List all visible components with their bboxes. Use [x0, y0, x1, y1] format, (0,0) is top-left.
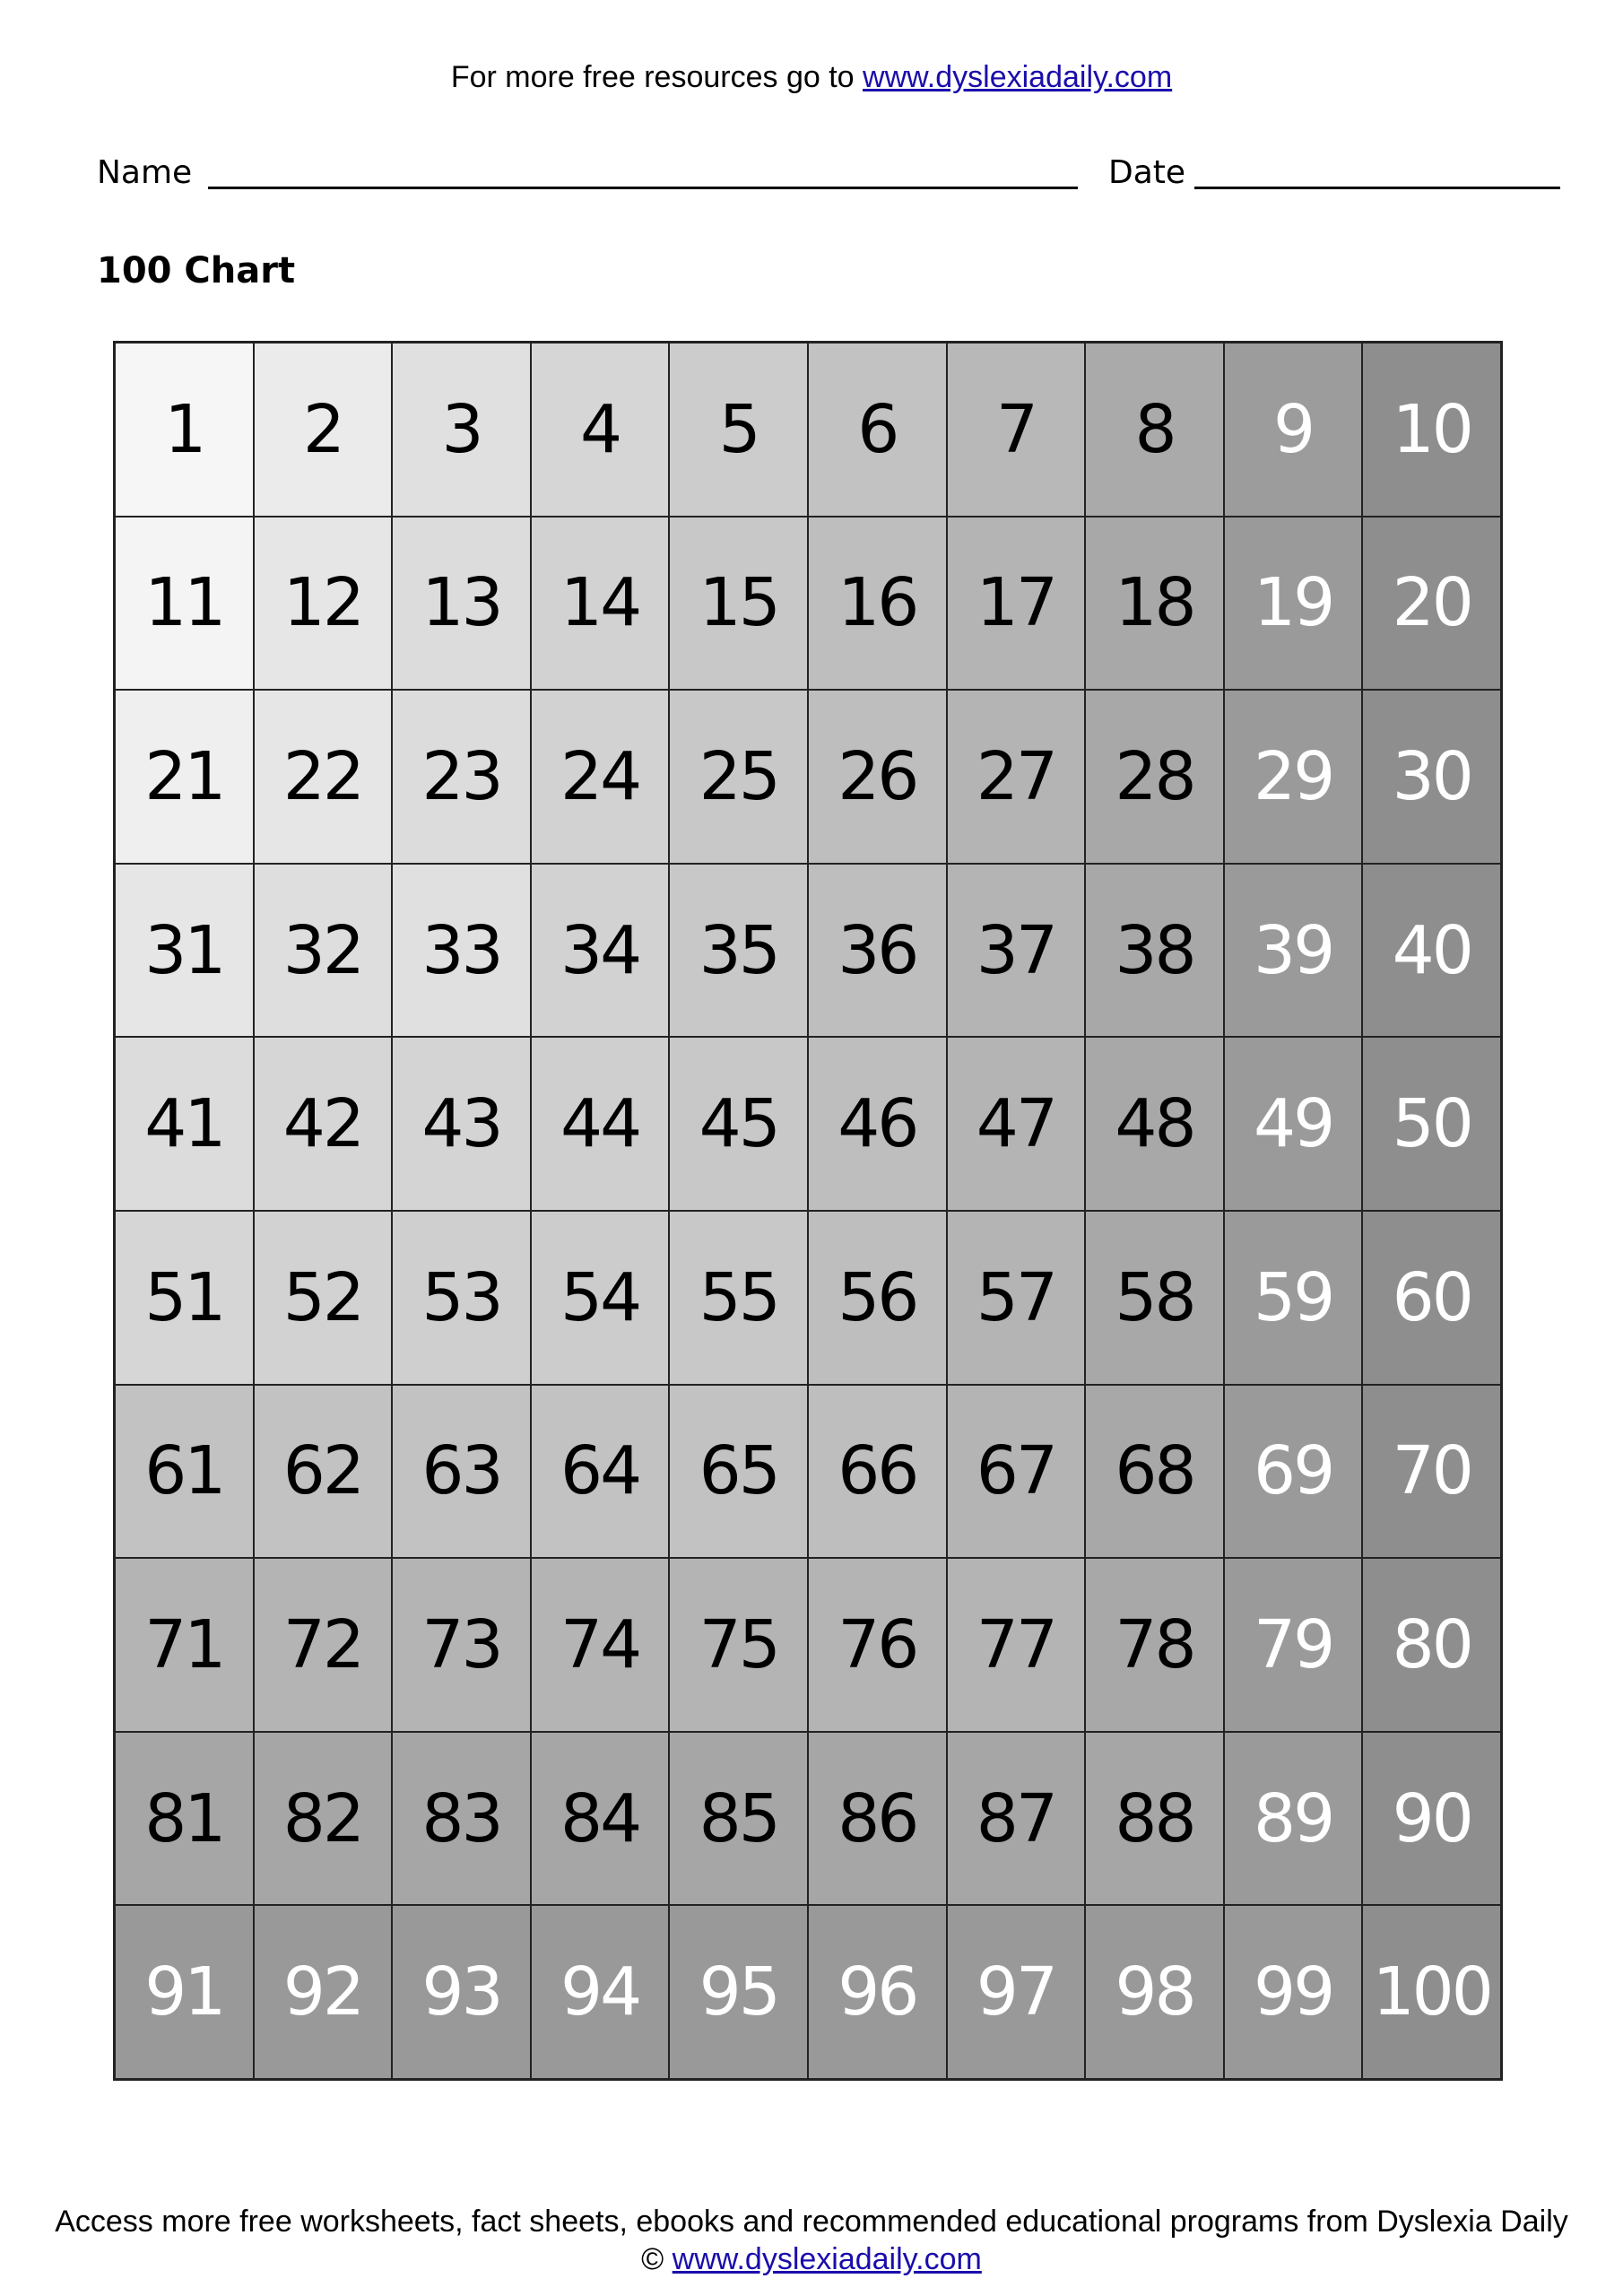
number-cell: 67	[947, 1385, 1086, 1559]
number-cell: 32	[254, 864, 393, 1038]
number-cell: 38	[1085, 864, 1224, 1038]
number-cell: 62	[254, 1385, 393, 1559]
number-cell: 78	[1085, 1558, 1224, 1732]
number-cell: 71	[115, 1558, 254, 1732]
number-cell: 46	[808, 1037, 947, 1211]
number-cell: 73	[392, 1558, 531, 1732]
number-cell: 2	[254, 343, 393, 517]
number-cell: 26	[808, 690, 947, 864]
number-cell: 99	[1224, 1905, 1363, 2079]
header-resources-note	[0, 57, 1623, 97]
hundred-chart-grid	[113, 341, 1503, 2081]
number-cell: 75	[669, 1558, 808, 1732]
number-cell: 100	[1362, 1905, 1501, 2079]
number-cell: 68	[1085, 1385, 1224, 1559]
number-cell: 34	[531, 864, 670, 1038]
date-write-line	[1194, 187, 1560, 189]
number-cell: 69	[1224, 1385, 1363, 1559]
number-cell: 45	[669, 1037, 808, 1211]
number-cell: 79	[1224, 1558, 1363, 1732]
number-cell: 27	[947, 690, 1086, 864]
number-cell: 24	[531, 690, 670, 864]
number-cell: 56	[808, 1211, 947, 1385]
number-cell: 76	[808, 1558, 947, 1732]
number-cell: 5	[669, 343, 808, 517]
number-cell: 88	[1085, 1732, 1224, 1906]
number-cell: 77	[947, 1558, 1086, 1732]
number-cell: 58	[1085, 1211, 1224, 1385]
number-cell: 3	[392, 343, 531, 517]
number-cell: 95	[669, 1905, 808, 2079]
number-cell: 63	[392, 1385, 531, 1559]
number-cell: 57	[947, 1211, 1086, 1385]
name-date-row	[97, 151, 1469, 204]
number-cell: 86	[808, 1732, 947, 1906]
number-cell: 84	[531, 1732, 670, 1906]
number-cell: 48	[1085, 1037, 1224, 1211]
date-label: Date	[1108, 154, 1186, 191]
header-website-link[interactable]: www.dyslexiadaily.com	[863, 60, 1173, 94]
number-cell: 59	[1224, 1211, 1363, 1385]
number-cell: 93	[392, 1905, 531, 2079]
number-cell: 1	[115, 343, 254, 517]
copyright-symbol: ©	[641, 2242, 673, 2276]
number-cell: 36	[808, 864, 947, 1038]
number-cell: 55	[669, 1211, 808, 1385]
number-cell: 33	[392, 864, 531, 1038]
number-cell: 39	[1224, 864, 1363, 1038]
number-cell: 11	[115, 517, 254, 691]
number-cell: 98	[1085, 1905, 1224, 2079]
number-cell: 18	[1085, 517, 1224, 691]
number-cell: 17	[947, 517, 1086, 691]
number-cell: 35	[669, 864, 808, 1038]
number-cell: 23	[392, 690, 531, 864]
number-cell: 22	[254, 690, 393, 864]
number-cell: 8	[1085, 343, 1224, 517]
page-title: 100 Chart	[97, 250, 296, 291]
number-cell: 74	[531, 1558, 670, 1732]
number-cell: 61	[115, 1385, 254, 1559]
number-cell: 60	[1362, 1211, 1501, 1385]
number-cell: 29	[1224, 690, 1363, 864]
number-cell: 90	[1362, 1732, 1501, 1906]
number-cell: 12	[254, 517, 393, 691]
number-cell: 92	[254, 1905, 393, 2079]
number-cell: 19	[1224, 517, 1363, 691]
number-cell: 31	[115, 864, 254, 1038]
number-cell: 44	[531, 1037, 670, 1211]
number-cell: 54	[531, 1211, 670, 1385]
number-cell: 15	[669, 517, 808, 691]
number-cell: 66	[808, 1385, 947, 1559]
number-cell: 42	[254, 1037, 393, 1211]
footer-description: Access more free worksheets, fact sheets, ebooks and recommended educational programs from Dyslexia Daily	[55, 2205, 1568, 2239]
number-cell: 41	[115, 1037, 254, 1211]
number-cell: 6	[808, 343, 947, 517]
footer-copyright-line	[0, 2240, 1623, 2278]
number-cell: 83	[392, 1732, 531, 1906]
number-cell: 40	[1362, 864, 1501, 1038]
number-cell: 25	[669, 690, 808, 864]
number-cell: 43	[392, 1037, 531, 1211]
number-cell: 21	[115, 690, 254, 864]
number-cell: 50	[1362, 1037, 1501, 1211]
number-cell: 70	[1362, 1385, 1501, 1559]
number-cell: 94	[531, 1905, 670, 2079]
number-cell: 91	[115, 1905, 254, 2079]
number-cell: 80	[1362, 1558, 1501, 1732]
number-cell: 7	[947, 343, 1086, 517]
number-cell: 51	[115, 1211, 254, 1385]
number-cell: 14	[531, 517, 670, 691]
number-cell: 16	[808, 517, 947, 691]
number-cell: 82	[254, 1732, 393, 1906]
number-cell: 96	[808, 1905, 947, 2079]
number-cell: 13	[392, 517, 531, 691]
number-cell: 20	[1362, 517, 1501, 691]
name-label: Name	[97, 154, 193, 191]
header-prefix-text: For more free resources go to	[450, 60, 864, 94]
number-cell: 53	[392, 1211, 531, 1385]
number-cell: 49	[1224, 1037, 1363, 1211]
number-cell: 47	[947, 1037, 1086, 1211]
number-cell: 72	[254, 1558, 393, 1732]
footer-website-link[interactable]: www.dyslexiadaily.com	[672, 2242, 982, 2276]
number-cell: 97	[947, 1905, 1086, 2079]
number-cell: 4	[531, 343, 670, 517]
number-cell: 89	[1224, 1732, 1363, 1906]
number-cell: 37	[947, 864, 1086, 1038]
number-cell: 87	[947, 1732, 1086, 1906]
number-cell: 10	[1362, 343, 1501, 517]
number-cell: 52	[254, 1211, 393, 1385]
number-cell: 85	[669, 1732, 808, 1906]
number-cell: 30	[1362, 690, 1501, 864]
number-cell: 64	[531, 1385, 670, 1559]
number-cell: 28	[1085, 690, 1224, 864]
name-write-line	[208, 187, 1078, 189]
number-cell: 9	[1224, 343, 1363, 517]
footer	[0, 2203, 1623, 2278]
number-cell: 81	[115, 1732, 254, 1906]
number-cell: 65	[669, 1385, 808, 1559]
